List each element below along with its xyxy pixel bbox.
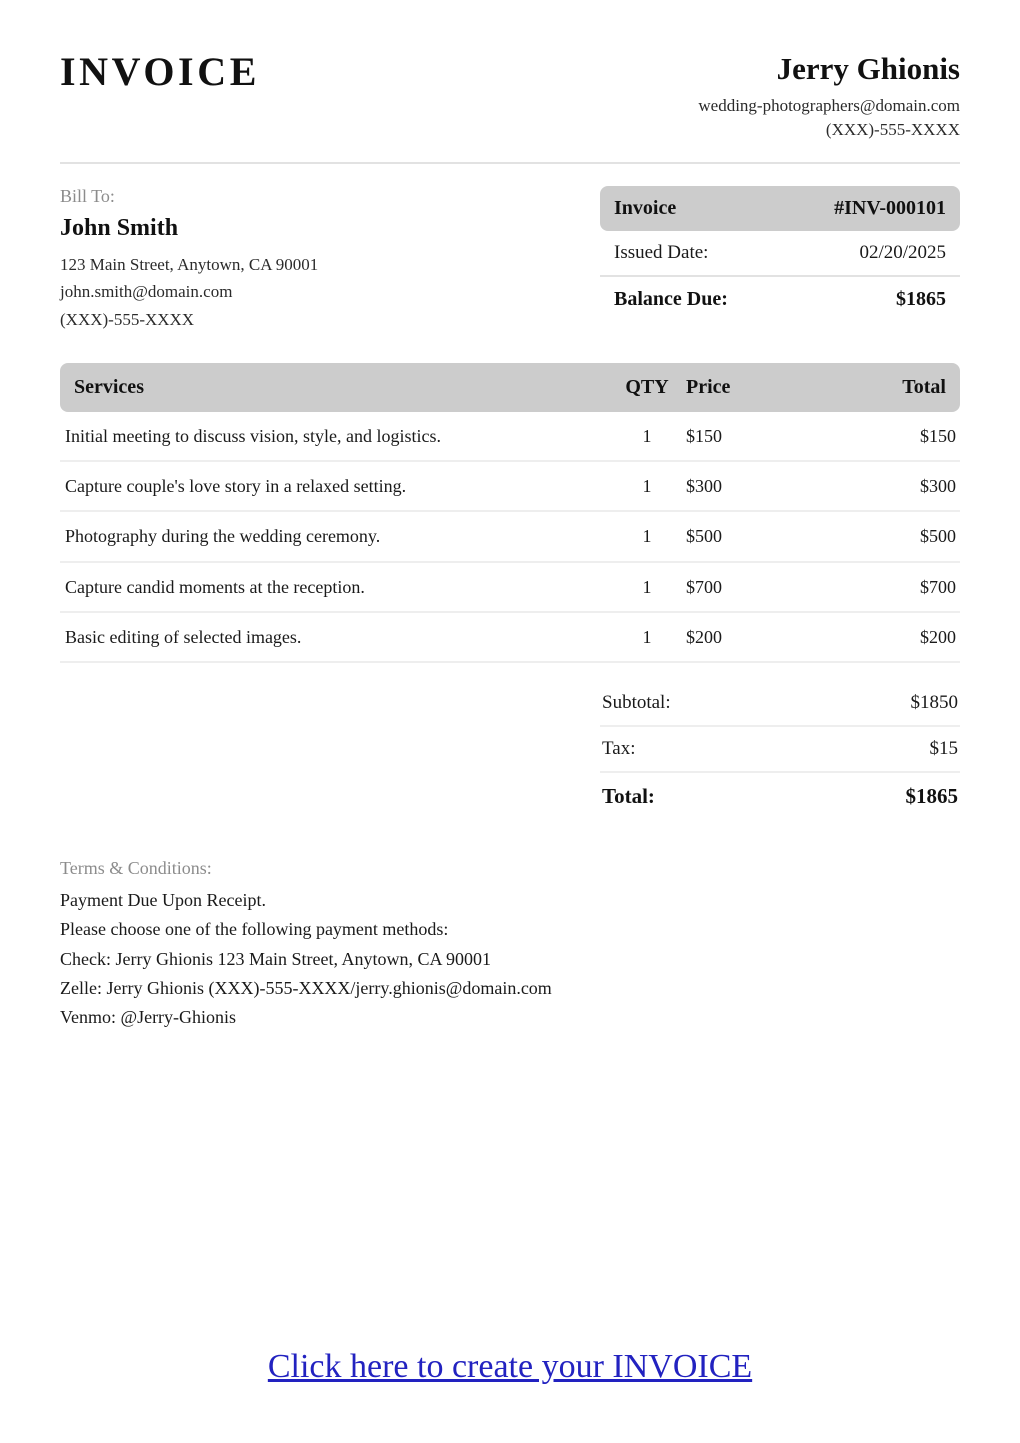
table-row (60, 511, 960, 561)
row-price: $200 (686, 612, 836, 662)
vendor-phone: (XXX)-555-XXXX (825, 120, 960, 139)
row-description: Basic editing of selected images. (60, 612, 608, 662)
column-header-total: Total (836, 363, 960, 412)
row-description: Photography during the wedding ceremony. (60, 511, 608, 561)
billing-section (60, 186, 960, 333)
bill-to-name: John Smith (60, 215, 179, 242)
terms-line: Payment Due Upon Receipt. (60, 890, 266, 911)
balance-due-label: Balance Due: (614, 288, 728, 311)
subtotal-value: $1850 (910, 692, 958, 714)
cta-section (0, 1348, 1020, 1386)
row-total: $500 (836, 511, 960, 561)
column-header-services: Services (60, 363, 608, 412)
row-qty: 1 (608, 612, 686, 662)
services-table (60, 363, 960, 663)
bill-to-label: Bill To: (60, 186, 115, 207)
terms-line: Please choose one of the following payment methods: (60, 919, 449, 940)
terms-line: Check: Jerry Ghionis 123 Main Street, Anytown, CA 90001 (60, 948, 491, 969)
row-description: Capture candid moments at the reception. (60, 562, 608, 612)
vendor-email: wedding-photographers@domain.com (698, 95, 960, 115)
vendor-block (698, 50, 960, 140)
tax-value: $15 (929, 738, 958, 760)
bill-to-address: 123 Main Street, Anytown, CA 90001 (60, 255, 319, 275)
invoice-number: #INV-000101 (834, 197, 946, 220)
terms-label: Terms & Conditions: (60, 858, 212, 879)
balance-due-row (600, 275, 960, 322)
row-total: $150 (836, 412, 960, 461)
row-description: Capture couple's love story in a relaxed setting. (60, 461, 608, 511)
terms-line: Venmo: @Jerry-Ghionis (60, 1006, 237, 1027)
issued-date-value: 02/20/2025 (859, 242, 946, 264)
bill-to-block (60, 186, 540, 333)
header-divider (60, 162, 960, 164)
table-row (60, 461, 960, 511)
row-qty: 1 (608, 562, 686, 612)
row-total: $700 (836, 562, 960, 612)
subtotal-row (600, 681, 960, 725)
invoice-label: Invoice (614, 197, 677, 220)
issued-date-row (600, 231, 960, 275)
bill-to-phone: (XXX)-555-XXXX (60, 309, 195, 329)
row-total: $200 (836, 612, 960, 662)
row-qty: 1 (608, 511, 686, 561)
row-total: $300 (836, 461, 960, 511)
row-qty: 1 (608, 412, 686, 461)
grand-total-label: Total: (602, 784, 655, 809)
column-header-price: Price (686, 363, 836, 412)
column-header-qty: QTY (608, 363, 686, 412)
terms-section (60, 858, 960, 1032)
table-row (60, 412, 960, 461)
grand-total-value: $1865 (905, 784, 958, 809)
table-row (60, 562, 960, 612)
page-title: INVOICE (60, 49, 260, 94)
row-description: Initial meeting to discuss vision, style, and logistics. (60, 412, 608, 461)
totals-block (600, 681, 960, 820)
row-qty: 1 (608, 461, 686, 511)
row-price: $500 (686, 511, 836, 561)
row-price: $300 (686, 461, 836, 511)
create-invoice-link[interactable]: Click here to create your INVOICE (267, 1348, 753, 1385)
balance-due-value: $1865 (896, 288, 946, 311)
tax-row (600, 725, 960, 771)
invoice-number-row (600, 186, 960, 231)
table-row (60, 612, 960, 662)
grand-total-row (600, 771, 960, 820)
invoice-header (60, 40, 960, 140)
bill-to-email: john.smith@domain.com (60, 282, 233, 302)
issued-date-label: Issued Date: (614, 242, 709, 264)
row-price: $700 (686, 562, 836, 612)
row-price: $150 (686, 412, 836, 461)
vendor-name: Jerry Ghionis (776, 51, 960, 86)
invoice-meta-box (600, 186, 960, 322)
tax-label: Tax: (602, 738, 636, 760)
table-header-row (60, 363, 960, 412)
subtotal-label: Subtotal: (602, 692, 671, 714)
terms-line: Zelle: Jerry Ghionis (XXX)-555-XXXX/jerry.ghionis@domain.com (60, 977, 552, 998)
